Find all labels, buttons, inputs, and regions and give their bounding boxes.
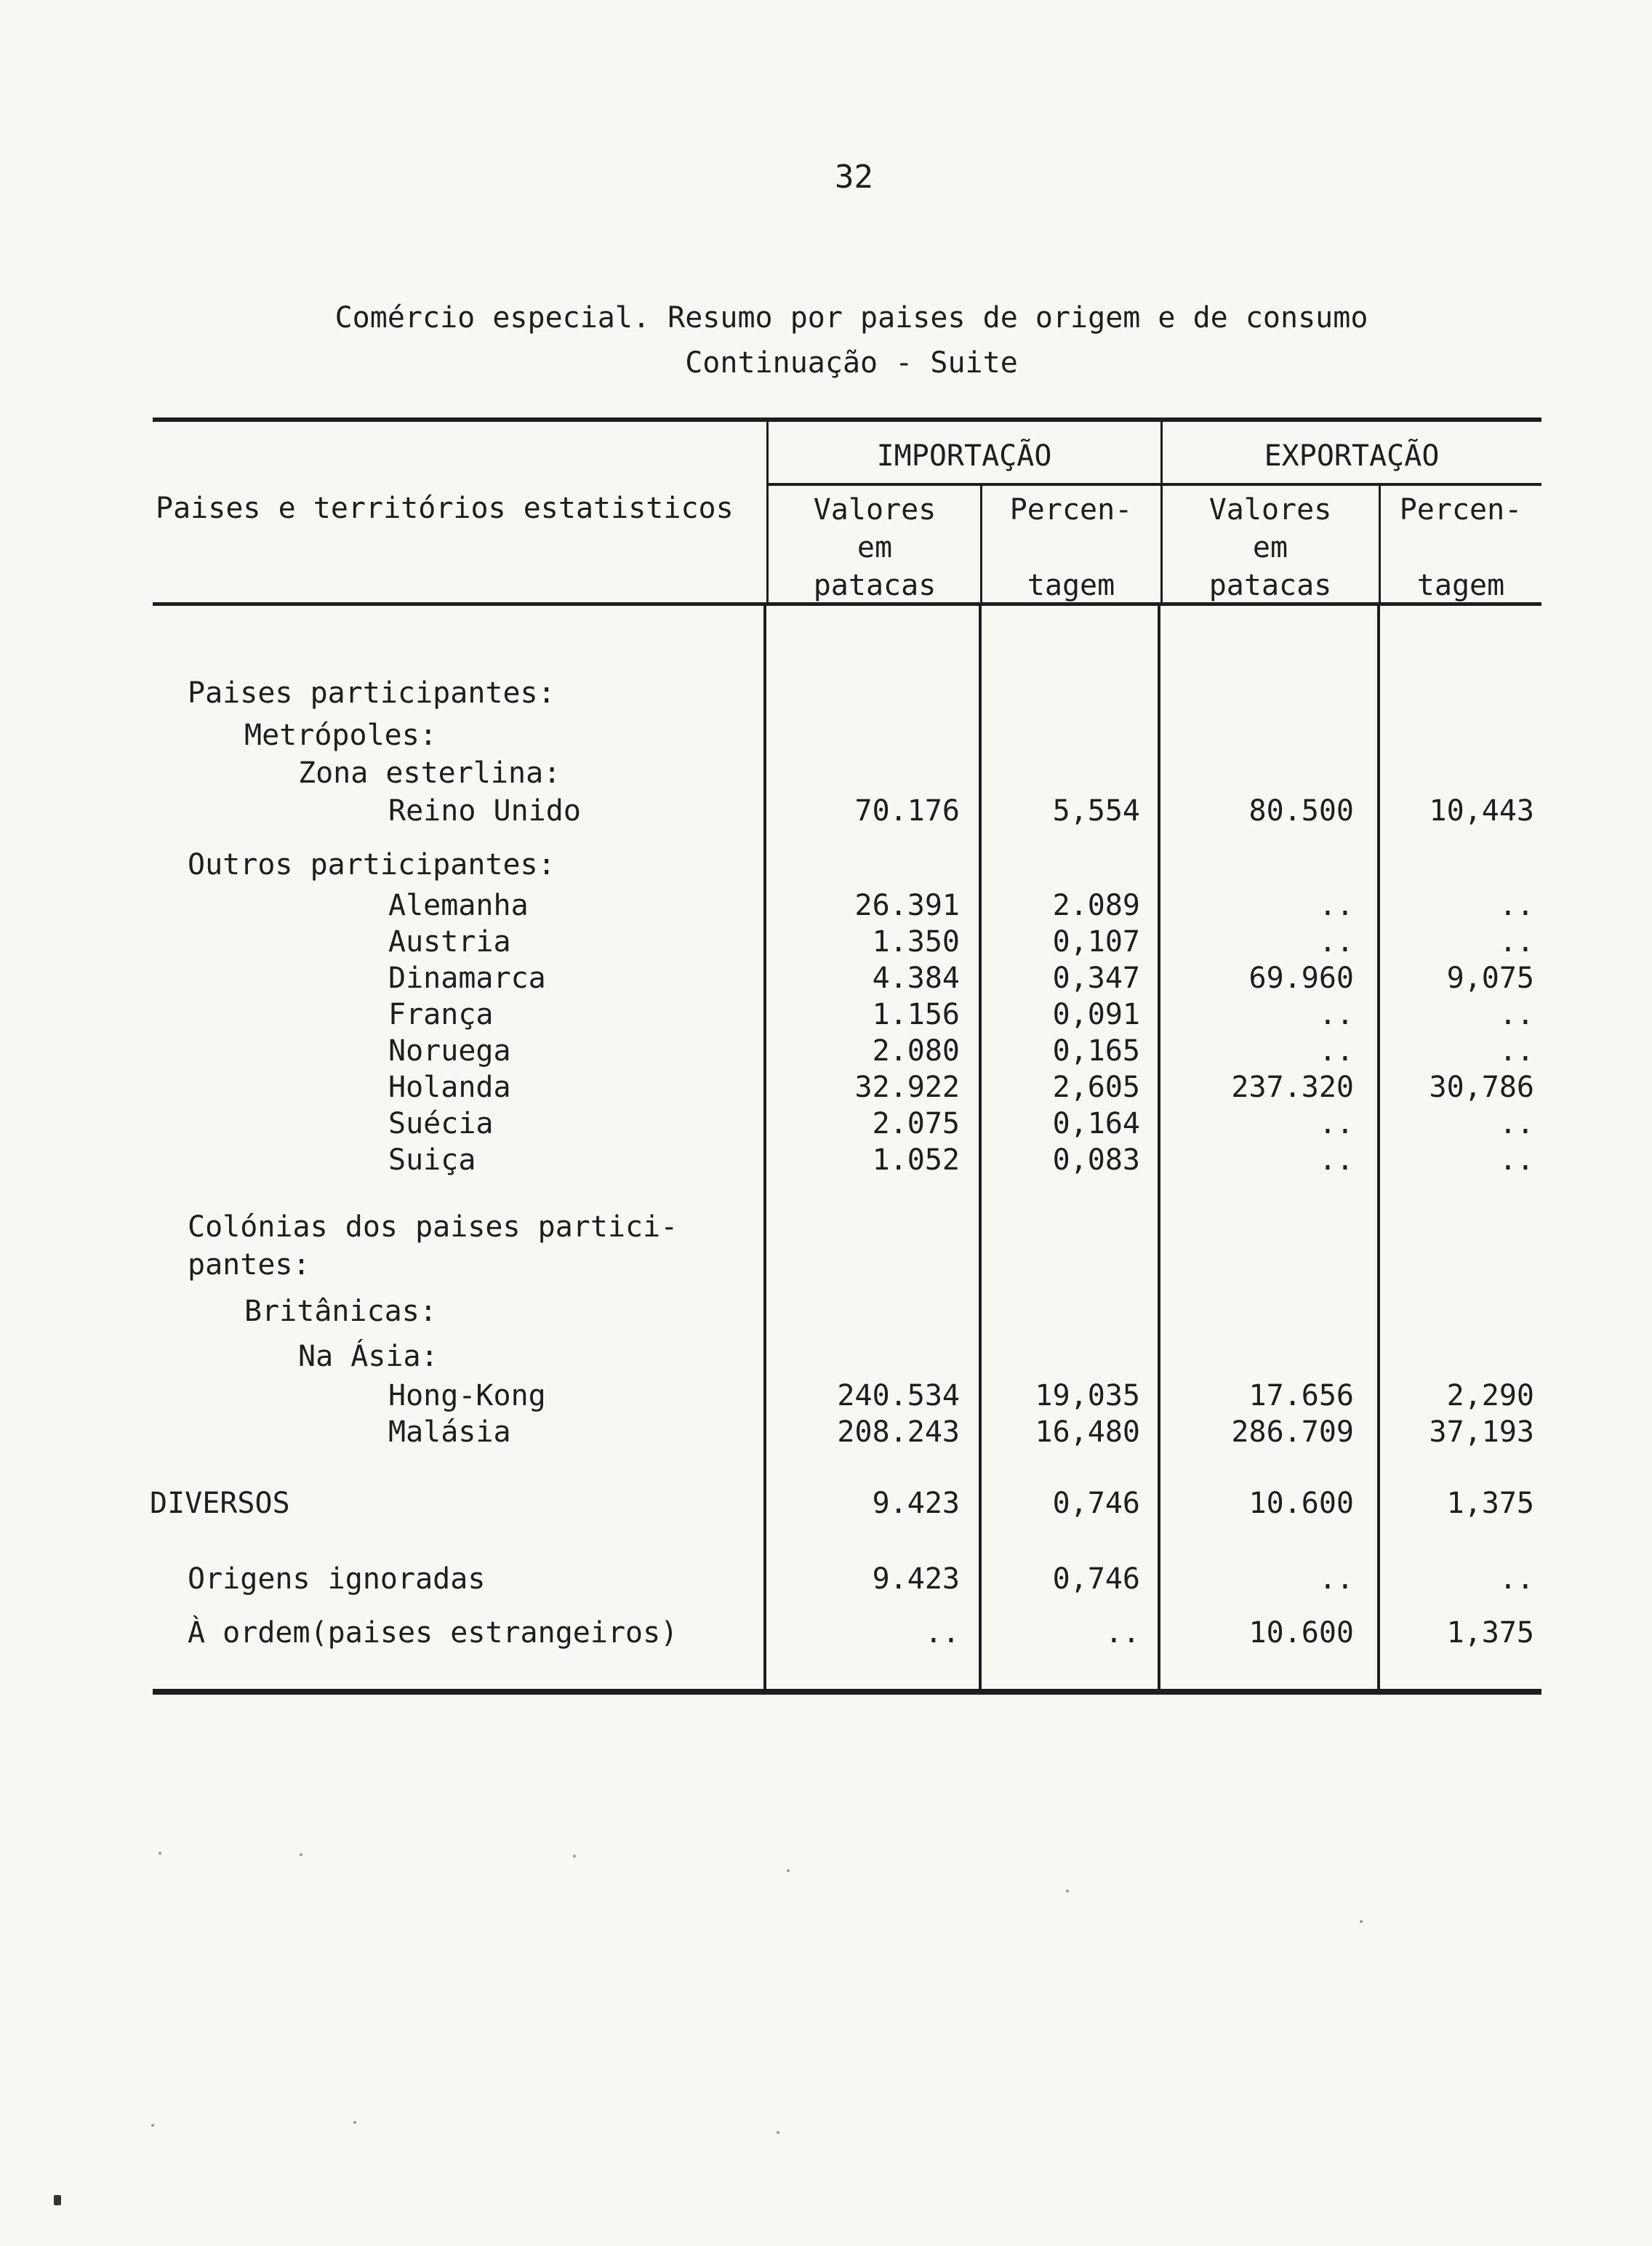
exportacao-percentagem-cell: .. bbox=[1499, 1143, 1534, 1177]
document-subtitle: Continuação - Suite bbox=[685, 346, 1018, 380]
exportacao-valor-cell: 80.500 bbox=[1248, 794, 1354, 828]
importacao-percentagem-cell: 5,554 bbox=[1052, 794, 1140, 828]
exportacao-valor-cell: 237.320 bbox=[1231, 1071, 1354, 1104]
imp-valores-header-line1: Valores bbox=[813, 493, 937, 527]
scan-speck bbox=[159, 1852, 161, 1855]
row-label: Colónias dos paises partici- bbox=[188, 1210, 678, 1244]
row-label: Dinamarca bbox=[388, 962, 546, 995]
importacao-valor-cell: 26.391 bbox=[854, 889, 960, 922]
exportacao-header: EXPORTAÇÃO bbox=[1264, 439, 1440, 473]
row-label: À ordem(paises estrangeiros) bbox=[188, 1616, 678, 1650]
row-label: Austria bbox=[388, 925, 511, 959]
importacao-percentagem-cell: 19,035 bbox=[1035, 1379, 1140, 1412]
exportacao-valor-cell: .. bbox=[1318, 889, 1354, 922]
exportacao-valor-cell: 10.600 bbox=[1248, 1616, 1354, 1650]
row-label: Suécia bbox=[388, 1107, 494, 1140]
exportacao-percentagem-cell: 10,443 bbox=[1429, 794, 1534, 828]
row-label: Hong-Kong bbox=[388, 1379, 546, 1412]
exportacao-percentagem-cell: 2,290 bbox=[1446, 1379, 1534, 1412]
document-title: Comércio especial. Resumo por paises de origem e de consumo bbox=[334, 301, 1368, 335]
page-number: 32 bbox=[835, 159, 873, 196]
importacao-percentagem-cell: 0,091 bbox=[1052, 998, 1140, 1031]
imp-percentagem-header-line1: Percen- bbox=[1009, 493, 1133, 527]
row-header-label: Paises e territórios estatisticos bbox=[156, 492, 734, 525]
importacao-percentagem-cell: 0,164 bbox=[1052, 1107, 1140, 1140]
exportacao-percentagem-cell: .. bbox=[1499, 998, 1534, 1031]
importacao-percentagem-cell: 0,746 bbox=[1052, 1562, 1140, 1596]
row-label: Holanda bbox=[388, 1071, 511, 1104]
importacao-percentagem-cell: 0,107 bbox=[1052, 925, 1140, 959]
scan-speck bbox=[151, 2124, 154, 2127]
exp-percentagem-header-line1: Percen- bbox=[1399, 493, 1523, 527]
importacao-valor-cell: 1.156 bbox=[872, 998, 960, 1031]
exportacao-valor-cell: .. bbox=[1318, 925, 1354, 959]
imp-valores-header-line3: patacas bbox=[813, 569, 937, 602]
scan-speck bbox=[54, 2195, 61, 2205]
exportacao-percentagem-cell: .. bbox=[1499, 1107, 1534, 1140]
importacao-percentagem-cell: 2.089 bbox=[1052, 889, 1140, 922]
exportacao-percentagem-cell: 37,193 bbox=[1429, 1415, 1534, 1449]
importacao-valor-cell: 4.384 bbox=[872, 962, 960, 995]
exportacao-percentagem-cell: 1,375 bbox=[1446, 1487, 1534, 1520]
header-bottom-rule bbox=[153, 602, 1541, 606]
exp-valores-header-line2: em bbox=[1252, 531, 1288, 564]
row-label: pantes: bbox=[188, 1248, 310, 1282]
importacao-header: IMPORTAÇÃO bbox=[876, 439, 1052, 473]
importacao-valor-cell: 70.176 bbox=[854, 794, 960, 828]
exportacao-percentagem-cell: .. bbox=[1499, 925, 1534, 959]
importacao-percentagem-cell: 0,746 bbox=[1052, 1487, 1140, 1520]
scan-speck bbox=[787, 1869, 790, 1872]
imp-valores-header-line2: em bbox=[857, 531, 893, 564]
table-top-rule bbox=[153, 417, 1541, 422]
row-label: Na Ásia: bbox=[298, 1340, 438, 1373]
importacao-valor-cell: 1.350 bbox=[872, 925, 960, 959]
scan-speck bbox=[1360, 1920, 1363, 1923]
exportacao-valor-cell: 10.600 bbox=[1248, 1487, 1354, 1520]
importacao-percentagem-cell: 2,605 bbox=[1052, 1071, 1140, 1104]
importacao-valor-cell: 208.243 bbox=[837, 1415, 960, 1449]
importacao-valor-cell: 1.052 bbox=[872, 1143, 960, 1177]
row-label: Paises participantes: bbox=[188, 676, 556, 710]
row-label: Metrópoles: bbox=[244, 719, 437, 752]
row-label: Origens ignoradas bbox=[188, 1562, 486, 1596]
importacao-percentagem-cell: 0,083 bbox=[1052, 1143, 1140, 1177]
row-label: Outros participantes: bbox=[188, 848, 556, 882]
scan-speck bbox=[777, 2131, 779, 2134]
exportacao-valor-cell: .. bbox=[1318, 998, 1354, 1031]
exp-valores-header-line1: Valores bbox=[1208, 493, 1332, 527]
importacao-valor-cell: 9.423 bbox=[872, 1562, 960, 1596]
row-label: Britânicas: bbox=[244, 1295, 437, 1328]
column-divider bbox=[1158, 605, 1160, 1690]
exportacao-percentagem-cell: .. bbox=[1499, 1562, 1534, 1596]
exportacao-valor-cell: .. bbox=[1318, 1107, 1354, 1140]
exportacao-percentagem-cell: 1,375 bbox=[1446, 1616, 1534, 1650]
group-header-rule bbox=[768, 483, 1541, 486]
scan-speck bbox=[300, 1853, 302, 1856]
row-label: Zona esterlina: bbox=[298, 756, 561, 790]
importacao-valor-cell: 2.075 bbox=[872, 1107, 960, 1140]
importacao-percentagem-cell: .. bbox=[1104, 1616, 1140, 1650]
importacao-valor-cell: 9.423 bbox=[872, 1487, 960, 1520]
scan-speck bbox=[1066, 1890, 1069, 1893]
importacao-percentagem-cell: 0,347 bbox=[1052, 962, 1140, 995]
row-label: França bbox=[388, 998, 494, 1031]
exportacao-percentagem-cell: .. bbox=[1499, 889, 1534, 922]
exportacao-valor-cell: 69.960 bbox=[1248, 962, 1354, 995]
importacao-valor-cell: 240.534 bbox=[837, 1379, 960, 1412]
exportacao-percentagem-cell: 9,075 bbox=[1446, 962, 1534, 995]
importacao-percentagem-cell: 16,480 bbox=[1035, 1415, 1140, 1449]
exportacao-valor-cell: 286.709 bbox=[1231, 1415, 1354, 1449]
exp-valores-header-line3: patacas bbox=[1208, 569, 1332, 602]
scan-speck bbox=[573, 1855, 576, 1858]
imp-percentagem-header-line2: tagem bbox=[1027, 569, 1115, 602]
table-bottom-rule bbox=[153, 1689, 1541, 1695]
row-label: Noruega bbox=[388, 1034, 511, 1068]
scan-speck bbox=[353, 2121, 356, 2124]
exportacao-valor-cell: .. bbox=[1318, 1034, 1354, 1068]
exportacao-valor-cell: .. bbox=[1318, 1143, 1354, 1177]
row-label: Reino Unido bbox=[388, 794, 581, 828]
row-label: Malásia bbox=[388, 1415, 511, 1449]
exportacao-percentagem-cell: 30,786 bbox=[1429, 1071, 1534, 1104]
row-label: Suiça bbox=[388, 1143, 476, 1177]
exportacao-percentagem-cell: .. bbox=[1499, 1034, 1534, 1068]
column-divider bbox=[763, 605, 766, 1690]
importacao-valor-cell: 2.080 bbox=[872, 1034, 960, 1068]
row-label: DIVERSOS bbox=[150, 1487, 290, 1520]
importacao-percentagem-cell: 0,165 bbox=[1052, 1034, 1140, 1068]
row-label: Alemanha bbox=[388, 889, 529, 922]
importacao-valor-cell: 32.922 bbox=[854, 1071, 960, 1104]
exp-percentagem-header-line2: tagem bbox=[1416, 569, 1505, 602]
importacao-valor-cell: .. bbox=[924, 1616, 960, 1650]
exportacao-valor-cell: .. bbox=[1318, 1562, 1354, 1596]
exportacao-valor-cell: 17.656 bbox=[1248, 1379, 1354, 1412]
